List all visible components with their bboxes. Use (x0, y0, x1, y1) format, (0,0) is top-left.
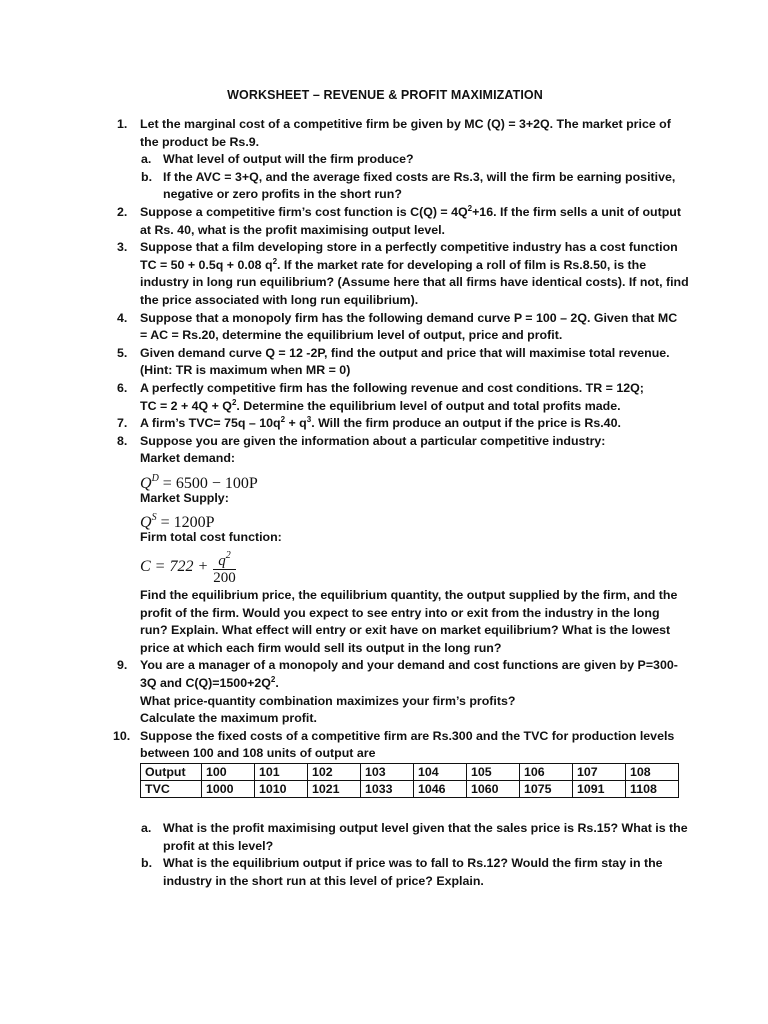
text-line: You are a manager of a monopoly and your demand and cost functions are given by P=300- (140, 658, 678, 673)
text-line: run? Explain. What effect will entry or exit have on market equilibrium? What is the lowest (140, 623, 671, 638)
table-cell: 105 (467, 764, 520, 781)
text-line: Suppose that a monopoly firm has the following demand curve P = 100 – 2Q. Given that MC (140, 310, 678, 325)
table-cell: 101 (255, 764, 308, 781)
table-cell: 106 (520, 764, 573, 781)
supply-equation (0, 507, 768, 532)
math-expression: = 6500 − 100P (158, 474, 258, 492)
question-text (140, 728, 680, 763)
part-text (163, 151, 683, 169)
superscript: 3 (306, 414, 312, 424)
text-line: A perfectly competitive firm has the following revenue and cost conditions. TR = 12Q; (140, 380, 644, 395)
text-line (140, 204, 680, 222)
question-text (140, 587, 680, 657)
table-cell: 1108 (626, 781, 679, 798)
table-cell: 107 (573, 764, 626, 781)
text-line (140, 398, 680, 416)
table-cell: 102 (308, 764, 361, 781)
text-line: price at which each firm would sell its output in the long run? (140, 640, 502, 655)
fraction (213, 548, 236, 586)
supply-label-row (0, 490, 768, 508)
question-text (140, 657, 680, 727)
math-symbol: Q (140, 474, 152, 492)
superscript: 2 (270, 674, 276, 684)
text-line: Given demand curve Q = 12 -2P, find the output and price that will maximise total revenue. (140, 345, 670, 360)
math-symbol: Q (140, 514, 152, 532)
question-text (140, 116, 680, 151)
table-cell: 1075 (520, 781, 573, 798)
text-line: the product be Rs.9. (140, 134, 260, 149)
superscript: D (151, 472, 159, 484)
spacer (0, 798, 768, 820)
question-text (140, 433, 680, 468)
question-8-paragraph (0, 587, 768, 657)
text-line (140, 675, 680, 693)
text-run: A firm’s TVC= 75q – 10q (140, 416, 281, 431)
question-number: 4. (117, 310, 128, 325)
math-symbol: q (218, 553, 226, 570)
question-10-part-b (0, 855, 768, 890)
math-expression: = 1200P (156, 514, 215, 532)
text-line: industry in the short run at this level of price? Explain. (163, 873, 484, 888)
question-number: 9. (117, 658, 128, 673)
table-cell: 1091 (573, 781, 626, 798)
text-line: at Rs. 40, what is the profit maximising output level. (140, 222, 446, 237)
part-letter: b. (141, 856, 153, 871)
text-line (140, 415, 680, 433)
question-3 (0, 239, 768, 309)
text-run: . Determine the equilibrium level of output and total profits made. (236, 398, 621, 413)
question-number: 5. (117, 345, 128, 360)
table-row-tvc (141, 781, 679, 798)
superscript: 2 (467, 203, 473, 213)
text-line: What is the equilibrium output if price was to fall to Rs.12? Would the firm stay in the (163, 856, 663, 871)
text-run: 3Q and C(Q)=1500+2Q (140, 676, 271, 691)
text-run: +16. If the firm sells a unit of output (472, 204, 682, 219)
fraction-denominator: 200 (213, 570, 236, 587)
text-line: industry in long run equilibrium? (Assume here that all firms have identical costs). If not, find (140, 275, 689, 290)
text-line: between 100 and 108 units of output are (140, 746, 376, 761)
demand-equation (0, 468, 768, 490)
question-6 (0, 380, 768, 415)
question-5 (0, 345, 768, 380)
table-cell: 1060 (467, 781, 520, 798)
table-cell: 1033 (361, 781, 414, 798)
text-run: . (275, 676, 279, 691)
table-cell: 108 (626, 764, 679, 781)
question-1-part-a (0, 151, 768, 169)
cost-label-row (0, 529, 768, 547)
text-line: Suppose you are given the information about a particular competitive industry: (140, 433, 606, 448)
text-line: Suppose the fixed costs of a competitive firm are Rs.300 and the TVC for production levels (140, 728, 675, 743)
part-letter: a. (141, 821, 152, 835)
demand-label: Market demand: (140, 451, 236, 466)
text-run: TC = 50 + 0.5q + 0.08 q (140, 257, 273, 272)
superscript: S (151, 512, 157, 524)
text-line: What is the profit maximising output level given that the sales price is Rs.15? What is the (163, 821, 688, 835)
table-cell: 100 (202, 764, 255, 781)
table-cell: 1046 (414, 781, 467, 798)
question-4 (0, 310, 768, 345)
question-number: 8. (117, 433, 128, 448)
question-number: 10. (113, 728, 131, 743)
question-9 (0, 657, 768, 727)
part-letter: a. (141, 152, 152, 167)
table-cell: 1010 (255, 781, 308, 798)
question-10-part-a (0, 820, 768, 855)
question-number: 7. (117, 416, 128, 431)
math-expression: C = 722 + (140, 558, 213, 576)
text-run: TC = 2 + 4Q + Q (140, 398, 232, 413)
table-cell: 104 (414, 764, 467, 781)
table-row-output (141, 764, 679, 781)
superscript: 2 (280, 414, 286, 424)
table-header-cell: TVC (141, 781, 202, 798)
question-text (140, 490, 680, 508)
text-line: What price-quantity combination maximizes your firm’s profits? (140, 693, 516, 708)
worksheet-body (0, 116, 768, 890)
text-line (140, 257, 680, 275)
text-line: (Hint: TR is maximum when MR = 0) (140, 363, 351, 378)
text-line: = AC = Rs.20, determine the equilibrium level of output, price and profit. (140, 328, 563, 343)
question-text (140, 204, 680, 239)
text-line: Let the marginal cost of a competitive firm be given by MC (Q) = 3+2Q. The market price of (140, 117, 671, 131)
fraction-numerator (213, 548, 236, 570)
question-number: 2. (117, 204, 128, 219)
text-line: Suppose that a film developing store in a perfectly competitive industry has a cost function (140, 240, 678, 255)
table-cell: 103 (361, 764, 414, 781)
text-line: the price associated with long run equilibrium). (140, 292, 419, 307)
question-text (140, 345, 680, 380)
cost-equation (0, 547, 768, 587)
text-run: + q (285, 416, 307, 431)
cost-label: Firm total cost function: (140, 530, 282, 545)
question-text (140, 415, 680, 433)
part-text (163, 855, 683, 890)
tvc-table (140, 763, 679, 798)
table-cell: 1021 (308, 781, 361, 798)
text-line: If the AVC = 3+Q, and the average fixed costs are Rs.3, will the firm be earning positive, (163, 169, 676, 184)
text-run: . If the market rate for developing a roll of film is Rs.8.50, is the (277, 257, 647, 272)
question-number: 1. (117, 117, 128, 131)
supply-label: Market Supply: (140, 490, 229, 505)
text-line: Find the equilibrium price, the equilibrium quantity, the output supplied by the firm, and the (140, 588, 678, 603)
question-text (140, 239, 689, 309)
question-2 (0, 204, 768, 239)
question-text (140, 380, 680, 415)
part-text (163, 169, 683, 204)
table-cell: 1000 (202, 781, 255, 798)
text-run: . Will the firm produce an output if the price is Rs.40. (311, 416, 621, 431)
question-8 (0, 433, 768, 468)
text-line: profit of the firm. Would you expect to see entry into or exit from the industry in the long (140, 605, 660, 620)
question-7 (0, 415, 768, 433)
table-header-cell: Output (141, 764, 202, 781)
text-line: What level of output will the firm produce? (163, 152, 414, 167)
text-run: Suppose a competitive firm’s cost function is C(Q) = 4Q (140, 204, 468, 219)
question-text (140, 529, 680, 547)
superscript: 2 (272, 256, 278, 266)
question-10 (0, 728, 768, 763)
question-number: 6. (117, 380, 128, 395)
text-line: profit at this level? (163, 838, 274, 853)
part-text (163, 820, 688, 855)
question-text (140, 310, 680, 345)
text-line: negative or zero profits in the short run? (163, 187, 402, 202)
worksheet-title: WORKSHEET – REVENUE & PROFIT MAXIMIZATION (227, 88, 543, 102)
text-line: Calculate the maximum profit. (140, 711, 317, 726)
superscript: 2 (225, 550, 231, 562)
question-1-part-b (0, 169, 768, 204)
question-number: 3. (117, 240, 128, 255)
question-1 (0, 116, 768, 151)
superscript: 2 (231, 397, 237, 407)
part-letter: b. (141, 169, 153, 184)
